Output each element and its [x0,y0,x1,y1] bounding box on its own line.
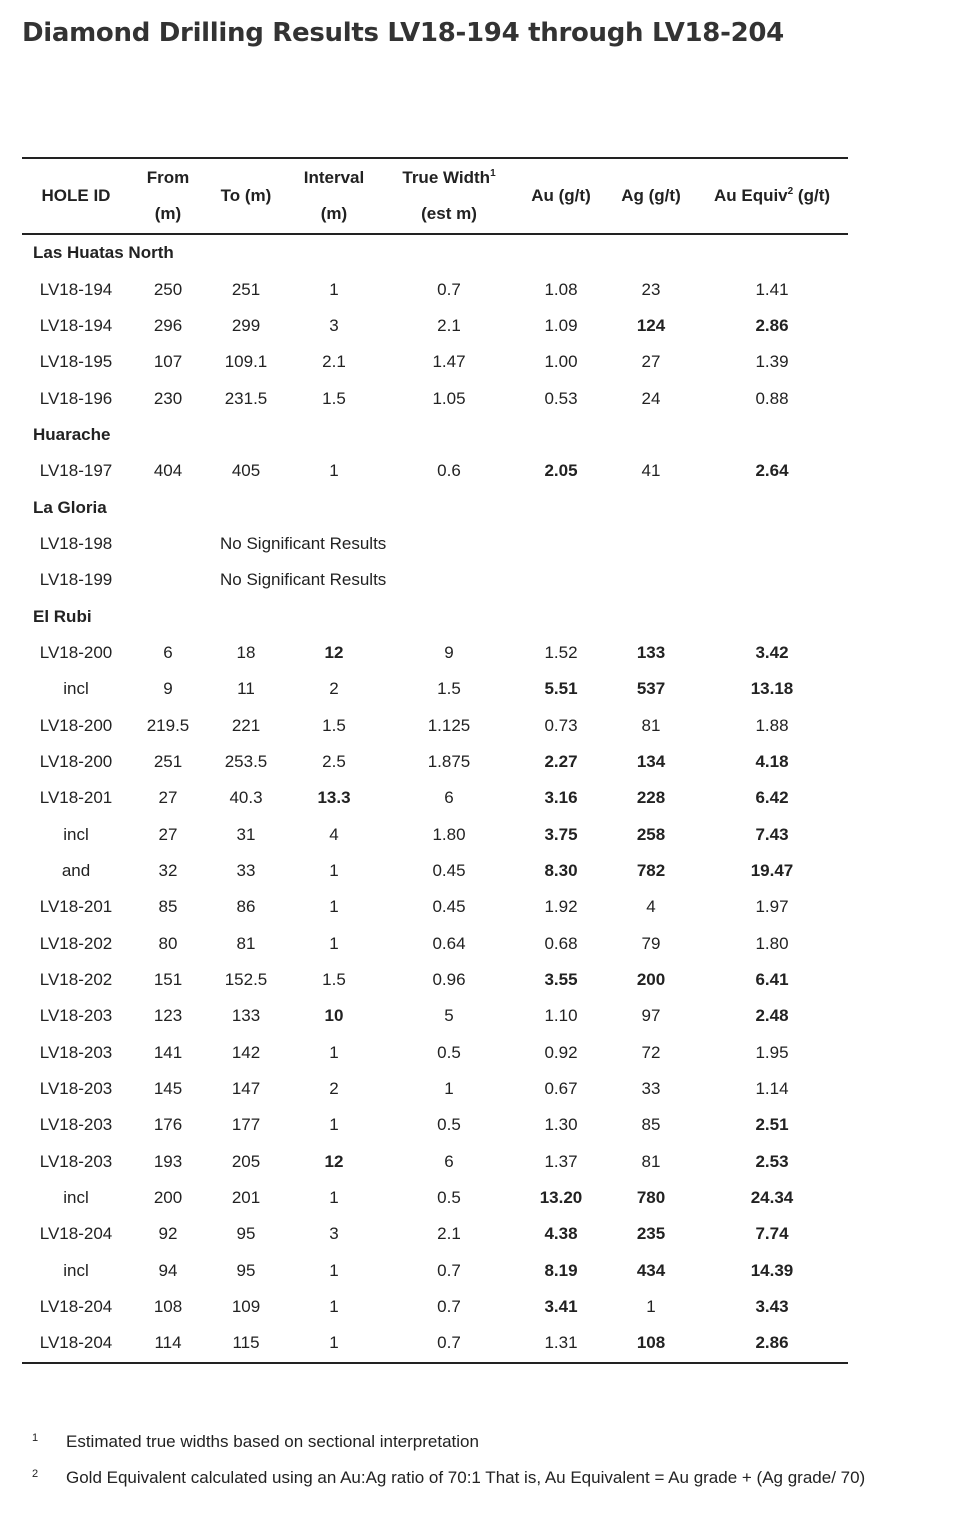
cell-hole-id: LV18-204 [39,1224,113,1244]
cell-true-width: 1.47 [432,352,466,372]
cell-au: 13.20 [539,1188,583,1208]
cell-ag: 134 [636,751,666,771]
cell-true-width: 9 [444,642,454,662]
cell-interval: 1 [329,1188,339,1208]
section-heading: La Gloria [33,497,107,517]
cell-ag: 97 [641,1006,661,1026]
cell-interval: 1 [329,1260,339,1280]
table-row [22,1107,848,1143]
cell-ag: 24 [641,388,661,408]
table-body [22,234,848,1363]
table-row [22,526,848,562]
cell-hole-id: LV18-200 [39,715,113,735]
cell-interval: 2.1 [322,352,346,372]
cell-from: 145 [153,1079,183,1099]
cell-from: 114 [154,1333,182,1353]
cell-to: 152.5 [224,970,268,990]
cell-true-width: 5 [444,1006,454,1026]
cell-hole-id: LV18-201 [39,788,113,808]
cell-ag: 79 [641,933,661,953]
cell-hole-id: LV18-203 [39,1115,113,1135]
cell-interval: 13.3 [317,788,351,808]
section-row [22,234,848,271]
cell-from: 296 [153,315,183,335]
cell-interval: 1 [329,1333,339,1353]
cell-from: 250 [153,279,183,299]
table-row [22,271,848,307]
cell-interval: 1 [329,1115,339,1135]
cell-au: 1.52 [544,642,578,662]
cell-true-width: 2.1 [437,1224,461,1244]
footnote-1-text: Estimated true widths based on sectional interpretation [66,1432,479,1451]
cell-true-width: 6 [444,1151,454,1171]
cell-true-width: 1 [444,1079,454,1099]
cell-au-equiv: 2.86 [755,315,789,335]
cell-hole-id: LV18-200 [39,642,113,662]
cell-hole-id: LV18-203 [39,1151,113,1171]
cell-au: 0.73 [544,715,578,735]
header-from-line1: From [146,168,190,187]
header-ag: Ag (g/t) [621,186,681,205]
cell-au: 1.09 [544,315,578,335]
cell-to: 205 [231,1151,261,1171]
cell-ag: 782 [636,861,666,881]
cell-au: 3.41 [544,1297,578,1317]
cell-to: 142 [231,1042,261,1062]
cell-to: 33 [236,861,256,881]
cell-to: 86 [236,897,256,917]
header-row [22,158,848,234]
footnote-ref-1: 1 [490,168,496,179]
cell-ag: 780 [636,1188,666,1208]
cell-ag: 27 [641,352,661,372]
header-from-line2: (m) [154,204,182,223]
cell-au-equiv: 1.39 [755,352,789,372]
table-row [22,635,848,671]
cell-au-equiv: 1.97 [755,897,789,917]
cell-au-equiv: 24.34 [750,1188,794,1208]
cell-hole-id: LV18-203 [39,1006,113,1026]
cell-ag: 23 [641,279,661,299]
cell-to: 115 [232,1333,260,1353]
cell-au: 0.67 [544,1079,578,1099]
cell-hole-id: and [61,861,91,881]
cell-true-width: 1.80 [432,824,466,844]
footnote-1 [32,1432,479,1452]
cell-hole-id: LV18-202 [39,933,113,953]
cell-au: 2.27 [544,751,578,771]
table-row [22,1180,848,1216]
cell-to: 95 [236,1224,256,1244]
table-row [22,817,848,853]
cell-hole-id: LV18-200 [39,751,113,771]
cell-to: 147 [231,1079,261,1099]
cell-au-equiv: 1.95 [755,1042,789,1062]
cell-true-width: 0.5 [437,1115,461,1135]
cell-au-equiv: 13.18 [750,679,794,699]
footnote-1-number: 1 [32,1432,39,1444]
table-row [22,1325,848,1362]
cell-au-equiv: 7.43 [755,824,789,844]
cell-from: 151 [153,970,183,990]
cell-hole-id: LV18-201 [39,897,113,917]
cell-hole-id: LV18-195 [39,352,113,372]
cell-ag: 108 [636,1333,666,1353]
cell-au: 2.05 [544,461,578,481]
header-interval-line1: Interval [303,168,365,187]
cell-au-equiv: 6.42 [755,788,789,808]
cell-hole-id: LV18-204 [39,1297,113,1317]
table-row [22,780,848,816]
cell-au: 0.92 [544,1042,578,1062]
cell-au-equiv: 2.51 [755,1115,789,1135]
header-from [130,158,206,234]
cell-au: 1.10 [544,1006,578,1026]
cell-to: 133 [231,1006,261,1026]
table-row [22,1071,848,1107]
cell-from: 200 [153,1188,183,1208]
cell-au-equiv: 1.41 [755,279,789,299]
cell-ag: 41 [641,461,661,481]
cell-interval: 1 [329,461,339,481]
cell-ag: 258 [636,824,666,844]
cell-hole-id: incl [63,679,89,699]
table-row [22,562,848,598]
header-au: Au (g/t) [531,186,591,205]
cell-hole-id: LV18-198 [39,533,113,553]
table-row [22,344,848,380]
cell-ag: 81 [641,715,661,735]
cell-result-note: No Significant Results [220,570,387,590]
table-row [22,1144,848,1180]
cell-true-width: 0.5 [437,1188,461,1208]
cell-from: 27 [158,824,178,844]
cell-au-equiv: 2.64 [755,461,789,481]
cell-au: 1.31 [544,1333,578,1353]
header-interval [286,158,382,234]
cell-true-width: 1.05 [432,388,466,408]
cell-from: 27 [158,788,178,808]
cell-from [130,526,206,562]
cell-hole-id: LV18-194 [39,279,113,299]
cell-au: 8.30 [544,861,578,881]
cell-au-equiv: 4.18 [755,751,789,771]
cell-hole-id: LV18-196 [39,388,113,408]
cell-hole-id: incl [63,1260,89,1280]
cell-au: 3.55 [544,970,578,990]
table-row [22,962,848,998]
header-au-equiv-label: Au Equiv [713,186,788,205]
page-title: Diamond Drilling Results LV18-194 through LV18-204 [22,18,784,48]
cell-ag: 200 [636,970,666,990]
header-interval-line2: (m) [320,204,348,223]
cell-to: 18 [236,642,256,662]
cell-true-width: 0.45 [432,861,466,881]
cell-ag: 124 [636,315,666,335]
cell-au: 4.38 [544,1224,578,1244]
cell-ag: 434 [636,1260,666,1280]
section-heading: Las Huatas North [33,243,174,263]
table-row [22,998,848,1034]
cell-from: 219.5 [146,715,190,735]
cell-au-equiv: 2.86 [755,1333,789,1353]
cell-interval: 1 [329,279,339,299]
footnote-2-number: 2 [32,1468,39,1480]
table-row [22,1035,848,1071]
cell-interval: 1 [329,897,339,917]
cell-hole-id: LV18-194 [39,315,113,335]
table-row [22,1253,848,1289]
cell-from: 6 [163,642,173,662]
footnote-2 [32,1468,865,1488]
cell-au-equiv: 14.39 [750,1260,794,1280]
header-true-width-line1: True Width [402,168,491,187]
section-row [22,417,848,453]
cell-to: 231.5 [224,388,268,408]
cell-from: 230 [153,388,183,408]
cell-ag: 85 [641,1115,661,1135]
cell-interval: 1 [329,1042,339,1062]
cell-au: 5.51 [544,679,578,699]
cell-interval: 1.5 [322,715,346,735]
cell-au-equiv: 0.88 [755,388,789,408]
cell-interval: 2.5 [322,751,346,771]
cell-to: 81 [236,933,256,953]
cell-from: 85 [158,897,178,917]
header-au-equiv [696,158,848,234]
cell-true-width: 6 [444,788,454,808]
cell-au-equiv: 3.42 [755,642,789,662]
section-row [22,489,848,525]
cell-ag: 72 [641,1042,661,1062]
section-heading: El Rubi [33,606,92,626]
cell-interval: 1 [329,1297,339,1317]
cell-from: 193 [153,1151,183,1171]
cell-interval: 2 [329,1079,339,1099]
cell-interval: 1 [329,933,339,953]
cell-from: 251 [153,751,183,771]
cell-true-width: 0.7 [437,1260,461,1280]
cell-hole-id: LV18-204 [39,1333,113,1353]
cell-au-equiv: 7.74 [755,1224,789,1244]
cell-to: 405 [231,461,261,481]
cell-au: 1.08 [544,279,578,299]
cell-from: 107 [153,352,183,372]
cell-to: 299 [231,315,261,335]
table-row [22,889,848,925]
table-row [22,380,848,416]
cell-hole-id: LV18-197 [39,461,113,481]
cell-true-width: 0.5 [437,1042,461,1062]
cell-au-equiv: 19.47 [750,861,794,881]
cell-interval: 4 [329,824,339,844]
cell-ag: 33 [641,1079,661,1099]
cell-ag: 81 [641,1151,661,1171]
cell-to: 251 [231,279,261,299]
cell-ag: 1 [646,1297,656,1317]
cell-hole-id: LV18-199 [39,570,113,590]
cell-to: 40.3 [229,788,263,808]
cell-au-equiv: 3.43 [755,1297,789,1317]
table-row [22,453,848,489]
cell-to: 253.5 [224,751,268,771]
cell-interval: 3 [329,1224,339,1244]
cell-true-width: 1.125 [427,715,471,735]
cell-au-equiv: 1.88 [755,715,789,735]
cell-interval: 12 [324,1151,344,1171]
table-row [22,744,848,780]
table-header [22,158,848,234]
footnote-2-text: Gold Equivalent calculated using an Au:Ag ratio of 70:1 That is, Au Equivalent = Au grade + (Ag grade/ 70) [66,1468,866,1487]
table-row [22,707,848,743]
header-hole-id: HOLE ID [41,186,111,205]
cell-au: 0.68 [544,933,578,953]
cell-interval: 12 [324,642,344,662]
cell-from: 404 [153,461,183,481]
cell-ag: 133 [636,642,666,662]
cell-to: 95 [236,1260,256,1280]
cell-au: 1.30 [544,1115,578,1135]
cell-to: 31 [236,824,256,844]
cell-ag: 4 [646,897,656,917]
cell-from: 176 [153,1115,183,1135]
table-row [22,1216,848,1252]
cell-true-width: 0.6 [437,461,461,481]
cell-from: 9 [163,679,173,699]
cell-true-width: 2.1 [437,315,461,335]
cell-au: 3.75 [544,824,578,844]
cell-interval: 10 [324,1006,344,1026]
cell-hole-id: LV18-203 [39,1079,113,1099]
cell-true-width: 1.5 [437,679,461,699]
cell-interval: 2 [329,679,339,699]
cell-true-width: 0.45 [432,897,466,917]
header-true-width-line2: (est m) [421,204,477,223]
cell-from: 123 [153,1006,183,1026]
cell-to: 109 [231,1297,261,1317]
cell-hole-id: incl [63,1188,89,1208]
cell-interval: 1.5 [322,388,346,408]
drilling-results-table [22,157,848,1364]
cell-from: 80 [158,933,178,953]
cell-interval: 3 [329,315,339,335]
footnote-ref-2: 2 [787,186,794,197]
cell-hole-id: incl [63,824,89,844]
cell-interval: 1 [329,861,339,881]
cell-au: 0.53 [544,388,578,408]
cell-au-equiv: 2.48 [755,1006,789,1026]
cell-au-equiv: 2.53 [755,1151,789,1171]
cell-au: 3.16 [544,788,578,808]
cell-to: 221 [231,715,261,735]
cell-to: 109.1 [224,352,268,372]
cell-from: 141 [153,1042,183,1062]
cell-true-width: 0.7 [437,1297,461,1317]
cell-au: 1.92 [544,897,578,917]
cell-ag: 537 [636,679,666,699]
cell-ag: 228 [636,788,666,808]
header-to: To (m) [220,186,272,205]
section-row [22,598,848,634]
cell-au-equiv: 6.41 [755,970,789,990]
cell-au: 1.37 [544,1151,578,1171]
cell-to: 177 [231,1115,261,1135]
table-row [22,853,848,889]
cell-from: 108 [153,1297,183,1317]
cell-au: 8.19 [544,1260,578,1280]
cell-hole-id: LV18-203 [39,1042,113,1062]
table-row [22,671,848,707]
cell-hole-id: LV18-202 [39,970,113,990]
cell-true-width: 1.875 [427,751,471,771]
cell-true-width: 0.7 [437,279,461,299]
header-au-equiv-unit: (g/t) [793,186,831,205]
cell-true-width: 0.64 [432,933,466,953]
table-row [22,926,848,962]
cell-au-equiv: 1.80 [755,933,789,953]
table-row [22,308,848,344]
cell-from: 92 [158,1224,178,1244]
cell-to: 201 [231,1188,261,1208]
cell-au: 1.00 [544,352,578,372]
cell-from [130,562,206,598]
cell-ag: 235 [636,1224,666,1244]
cell-true-width: 0.7 [437,1333,461,1353]
cell-from: 32 [158,861,178,881]
cell-interval: 1.5 [322,970,346,990]
cell-from: 94 [158,1260,178,1280]
cell-to: 11 [237,679,255,699]
table-row [22,1289,848,1325]
section-heading: Huarache [33,424,111,444]
cell-true-width: 0.96 [432,970,466,990]
cell-result-note: No Significant Results [220,533,387,553]
header-true-width [382,158,516,234]
cell-au-equiv: 1.14 [755,1079,789,1099]
